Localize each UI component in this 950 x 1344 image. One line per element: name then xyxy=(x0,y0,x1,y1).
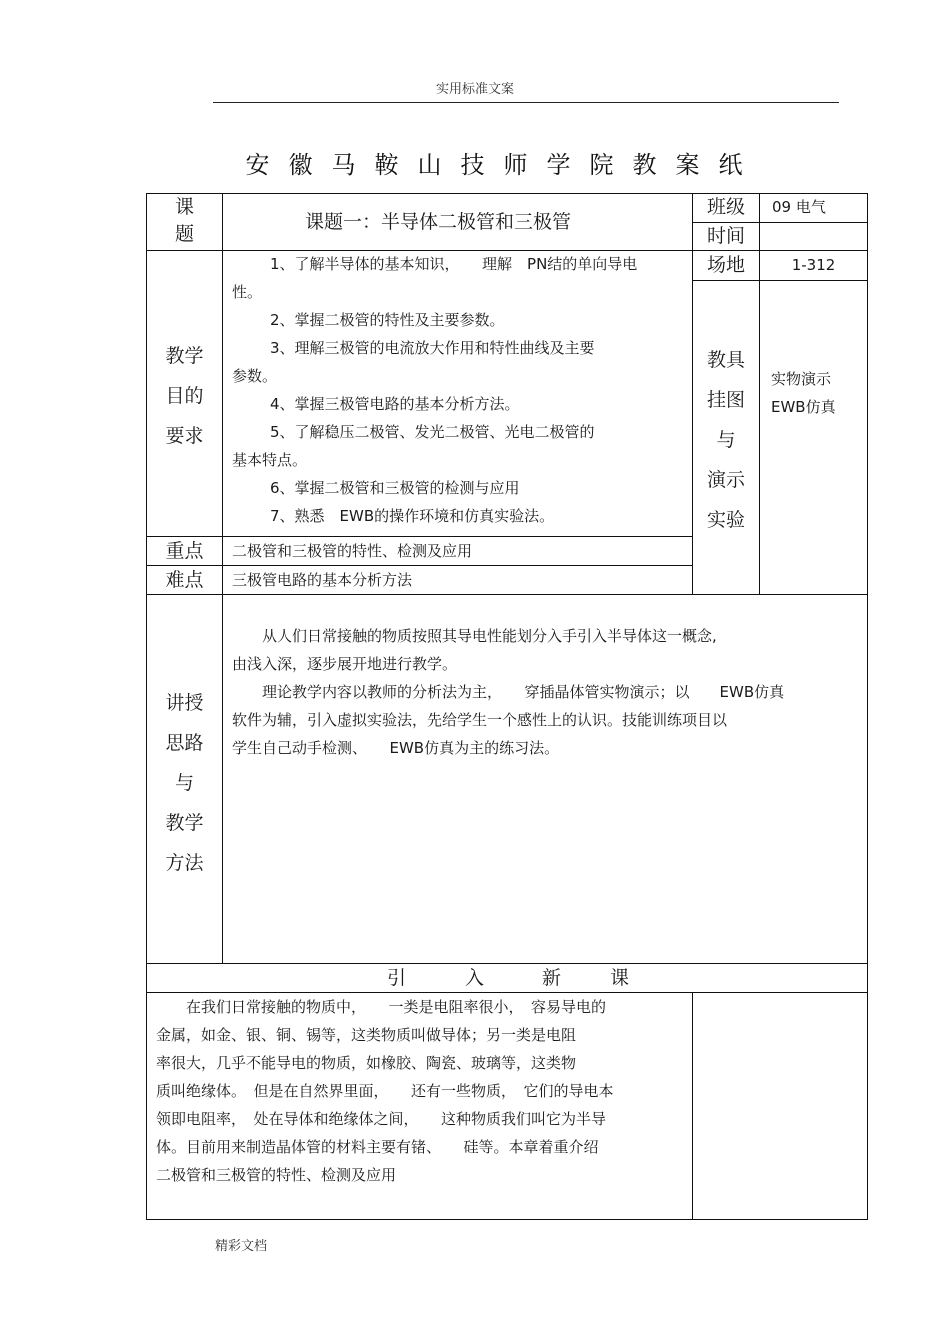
class-value: 09 电气 xyxy=(772,198,826,216)
row-line-place xyxy=(692,280,868,281)
row-line-key xyxy=(146,565,693,566)
document-title: 安徽马鞍山技师学院教案纸 xyxy=(245,151,762,179)
topic-value: 课题一：半导体二极管和三极管 xyxy=(305,211,572,233)
objectives-label: 教学 目的 要求 xyxy=(165,345,204,447)
table-border-right xyxy=(867,193,868,1220)
objective-item: 3、理解三极管的电流放大作用和特性曲线及主要 参数。 xyxy=(232,339,595,385)
class-label: 班级 xyxy=(706,196,745,218)
difficulty-label: 难点 xyxy=(165,569,204,591)
aids-label: 教具 挂图 与 演示 实验 xyxy=(706,349,745,531)
intro-text: 在我们日常接触的物质中， 一类是电阻率很小， 容易导电的 金属，如金、银、铜、锡等，这类物质叫做导体；另一类是电阻 率很大，几乎不能导电的物质，如橡胶、陶瓷、玻璃等，这类物 质叫绝缘体。 但是在自然界里面， 还有一些物质， 它们的导电本 领即电阻率， 处在导体和绝缘体之间， 这种物质我们叫它为半导 体。目前用来制造晶体管的材料主要有锗、 硅等。本章着重介绍 二极管和三极管的特性、检测及应用 xyxy=(156,998,614,1184)
header-divider xyxy=(213,102,839,103)
intro-heading: 引 入 新 课 xyxy=(387,967,630,989)
objective-item: 1、了解半导体的基本知识， 理解 PN结的单向导电 性。 xyxy=(232,255,638,301)
time-label: 时间 xyxy=(706,225,745,247)
key-value: 二极管和三极管的特性、检测及应用 xyxy=(232,542,473,560)
key-label: 重点 xyxy=(165,540,204,562)
objective-item: 4、掌握三极管电路的基本分析方法。 xyxy=(270,395,520,413)
col-divider-intro xyxy=(692,992,693,1220)
place-value: 1-312 xyxy=(791,256,836,274)
page-header: 实用标准文案 xyxy=(435,82,514,97)
objective-item: 6、掌握二极管和三极管的检测与应用 xyxy=(270,479,520,497)
place-label: 场地 xyxy=(706,254,745,276)
page-footer: 精彩文档 xyxy=(215,1239,268,1254)
objective-item: 5、了解稳压二极管、发光二极管、光电二极管的 基本特点。 xyxy=(232,423,595,469)
col-divider-label xyxy=(222,193,223,963)
table-border-top xyxy=(146,193,868,194)
aids-value: 实物演示 EWB仿真 xyxy=(771,370,836,416)
row-line-difficulty xyxy=(146,594,868,595)
method-text: 从人们日常接触的物质按照其导电性能划分入手引入半导体这一概念, 由浅入深，逐步展开地进行教学。 理论教学内容以教师的分析法为主， 穿插晶体管实物演示；以 EWB仿真 软件为辅，引入虚拟实验法，先给学生一个感性上的认识。技能训练项目以 学生自己动手检测、 EWB仿真为主的练习法。 xyxy=(232,627,785,757)
topic-label: 课 题 xyxy=(174,196,194,245)
objective-item: 2、掌握二极管的特性及主要参数。 xyxy=(270,311,505,329)
objectives-list xyxy=(232,250,687,530)
table-border-bottom xyxy=(146,1219,868,1220)
difficulty-value: 三极管电路的基本分析方法 xyxy=(232,571,413,589)
objective-item: 7、熟悉 EWB的操作环境和仿真实验法。 xyxy=(270,507,555,525)
method-label: 讲授 思路 与 教学 方法 xyxy=(165,692,204,874)
